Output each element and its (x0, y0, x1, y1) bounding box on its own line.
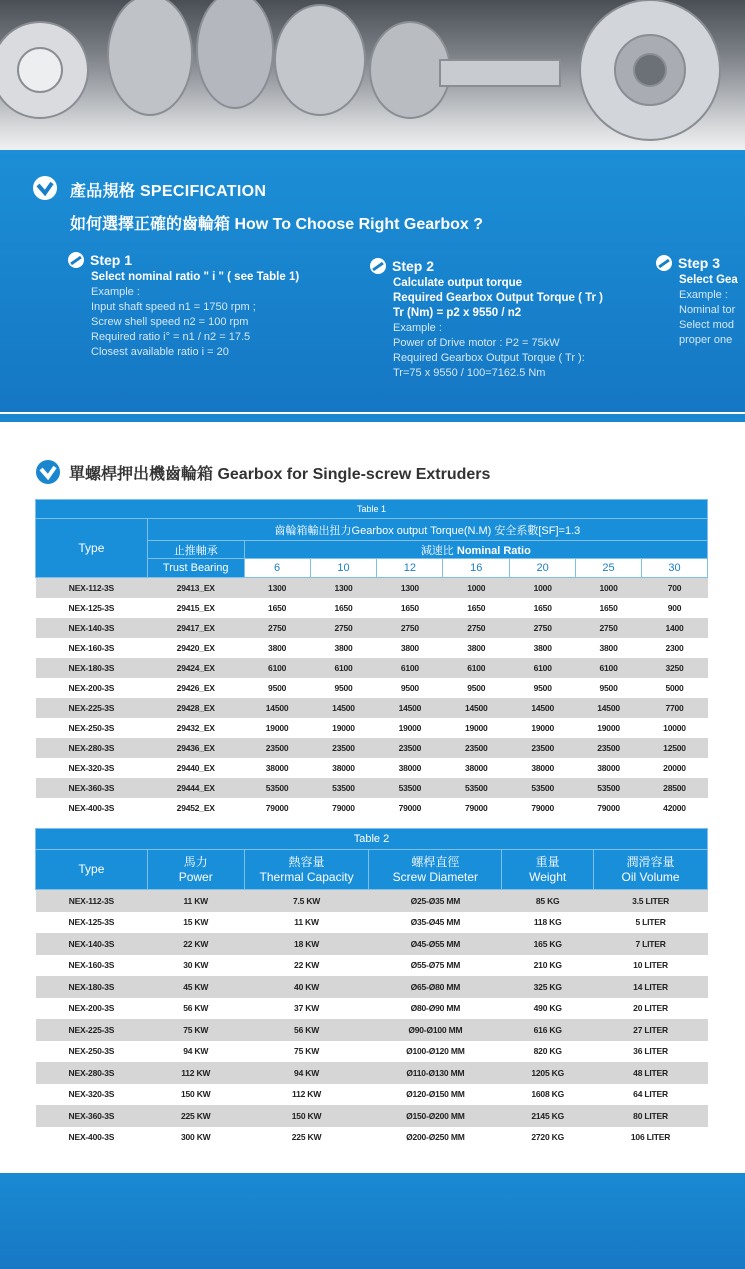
column-header-cn: 馬力 (183, 854, 208, 869)
step-2-head: Tr (Nm) = p2 x 9550 / n2 (393, 307, 522, 319)
step-1-line: Closest available ratio i = 20 (91, 346, 229, 358)
divider-stripe (0, 414, 745, 422)
table-cell: 6100 (443, 658, 510, 678)
table-cell: 79000 (510, 798, 576, 818)
table-cell: 7700 (642, 698, 708, 718)
table-cell: 7.5 KW (244, 890, 369, 912)
table-cell: 1608 KG (502, 1084, 594, 1106)
column-header-en: Power (178, 869, 213, 884)
table-cell: 1000 (443, 578, 510, 599)
table-cell: 1650 (510, 598, 576, 618)
table-cell: 38000 (443, 758, 510, 778)
table-cell: 1650 (310, 598, 377, 618)
table-cell: 40 KW (244, 976, 369, 998)
table-row (36, 1062, 708, 1084)
table-cell: 1650 (244, 598, 310, 618)
step-1-line: Required ratio i° = n1 / n2 = 17.5 (91, 331, 251, 343)
column-header (369, 850, 502, 890)
table-cell: NEX-200-3S (36, 678, 148, 698)
table-cell: 11 KW (244, 912, 369, 934)
table-cell: 23500 (377, 738, 443, 758)
step-3 (656, 255, 745, 348)
table-cell: NEX-180-3S (36, 658, 148, 678)
step-3-line: Select mod (679, 319, 735, 331)
table-cell: NEX-180-3S (36, 976, 148, 998)
table-cell: 79000 (576, 798, 642, 818)
table-cell: 23500 (510, 738, 576, 758)
step-2-title: Step 2 (392, 258, 435, 274)
table-row (36, 1041, 708, 1063)
table-cell: NEX-250-3S (36, 1041, 148, 1063)
table-cell: 14 LITER (594, 976, 708, 998)
table-row (36, 1105, 708, 1127)
table-cell: 14500 (377, 698, 443, 718)
table-cell: 75 KW (244, 1041, 369, 1063)
table-cell: 9500 (576, 678, 642, 698)
table-cell: Ø80-Ø90 MM (369, 998, 502, 1020)
table-cell: 29428_EX (147, 698, 244, 718)
table-cell: 29452_EX (147, 798, 244, 818)
table-cell: 42000 (642, 798, 708, 818)
table-cell: 1000 (576, 578, 642, 599)
table-cell: Ø25-Ø35 MM (369, 890, 502, 912)
table-cell: 1300 (377, 578, 443, 599)
table-cell: 85 KG (502, 890, 594, 912)
table-cell: NEX-140-3S (36, 933, 148, 955)
step-3-line: Example : (679, 289, 728, 301)
table-cell: 9500 (443, 678, 510, 698)
table-cell: NEX-125-3S (36, 598, 148, 618)
table-cell: 29436_EX (147, 738, 244, 758)
table-cell: 29415_EX (147, 598, 244, 618)
step-1-head: Select nominal ratio " i " ( see Table 1) (91, 271, 300, 283)
table-cell: 14500 (576, 698, 642, 718)
table-cell: 29417_EX (147, 618, 244, 638)
table-row (36, 738, 708, 758)
table-cell: 38000 (244, 758, 310, 778)
table-cell: 2300 (642, 638, 708, 658)
gearbox-torque-table (35, 499, 708, 818)
step-icon (656, 255, 672, 271)
table-cell: NEX-225-3S (36, 1019, 148, 1041)
column-header-en: Oil Volume (621, 869, 680, 884)
arrow-circle-icon (35, 459, 61, 485)
column-header-cn: 熱容量 (288, 854, 325, 869)
table-cell: Ø120-Ø150 MM (369, 1084, 502, 1106)
arrow-circle-icon (32, 175, 58, 201)
spec-subtitle: 如何選擇正確的齒輪箱 How To Choose Right Gearbox ? (70, 216, 484, 233)
table-cell: 210 KG (502, 955, 594, 977)
column-header-en: Screw Diameter (392, 869, 479, 884)
table-cell: 2750 (443, 618, 510, 638)
table-row (36, 658, 708, 678)
table-cell: 29420_EX (147, 638, 244, 658)
footer-band (0, 1173, 745, 1269)
bearing-header-en: Trust Bearing (147, 559, 244, 578)
table-cell: NEX-280-3S (36, 1062, 148, 1084)
table-cell: 1000 (510, 578, 576, 599)
step-2-line: Example : (393, 322, 442, 334)
table-cell: 20000 (642, 758, 708, 778)
table-cell: 18 KW (244, 933, 369, 955)
table-cell: 28500 (642, 778, 708, 798)
step-1-title: Step 1 (90, 252, 133, 268)
table-cell: 1300 (310, 578, 377, 599)
table-cell: 79000 (377, 798, 443, 818)
table-cell: Ø200-Ø250 MM (369, 1127, 502, 1149)
table-cell: NEX-140-3S (36, 618, 148, 638)
table-cell: NEX-280-3S (36, 738, 148, 758)
table-cell: 6100 (377, 658, 443, 678)
step-1 (68, 252, 299, 360)
table-cell: 94 KW (147, 1041, 244, 1063)
step-3-line: Nominal tor (679, 304, 736, 316)
step-2-head: Required Gearbox Output Torque ( Tr ) (393, 292, 603, 304)
table-cell: 900 (642, 598, 708, 618)
table-row (36, 578, 708, 599)
table-caption: Table 2 (36, 829, 708, 850)
step-3-line: proper one (679, 334, 733, 346)
table-cell: 300 KW (147, 1127, 244, 1149)
table-cell: 45 KW (147, 976, 244, 998)
table-cell: 79000 (310, 798, 377, 818)
column-header (244, 850, 369, 890)
column-header-cn: 重量 (535, 854, 560, 869)
table-cell: 20 LITER (594, 998, 708, 1020)
table-cell: 9500 (510, 678, 576, 698)
table-cell: 112 KW (244, 1084, 369, 1106)
table-cell: 700 (642, 578, 708, 599)
table-row (36, 678, 708, 698)
table-cell: NEX-250-3S (36, 718, 148, 738)
step-2-head: Calculate output torque (393, 277, 523, 289)
table-cell: 48 LITER (594, 1062, 708, 1084)
table-cell: 29424_EX (147, 658, 244, 678)
table-cell: 7 LITER (594, 933, 708, 955)
table-cell: 38000 (377, 758, 443, 778)
table-cell: 3.5 LITER (594, 890, 708, 912)
table-row (36, 1084, 708, 1106)
table-cell: 19000 (576, 718, 642, 738)
table-cell: 14500 (310, 698, 377, 718)
table-cell: Ø90-Ø100 MM (369, 1019, 502, 1041)
table-cell: 53500 (576, 778, 642, 798)
ratio-header-cell: 30 (642, 559, 708, 578)
table-cell: 9500 (310, 678, 377, 698)
table-cell: 64 LITER (594, 1084, 708, 1106)
table-cell: 94 KW (244, 1062, 369, 1084)
table-cell: 23500 (310, 738, 377, 758)
step-2-line: Power of Drive motor : P2 = 75kW (393, 337, 560, 349)
table-cell: 29426_EX (147, 678, 244, 698)
table-cell: 38000 (576, 758, 642, 778)
table-cell: NEX-225-3S (36, 698, 148, 718)
step-1-line: Example : (91, 286, 140, 298)
table-cell: 1650 (443, 598, 510, 618)
gear-banner-image (0, 0, 745, 150)
table-cell: 53500 (310, 778, 377, 798)
table-cell: 325 KG (502, 976, 594, 998)
column-header-cn: 潤滑容量 (626, 854, 675, 869)
table-cell: NEX-320-3S (36, 758, 148, 778)
table-cell: Ø100-Ø120 MM (369, 1041, 502, 1063)
table-row (36, 718, 708, 738)
table-caption: Table 1 (36, 500, 708, 519)
table-cell: 3800 (576, 638, 642, 658)
type-header: Type (36, 519, 148, 578)
table-cell: NEX-400-3S (36, 1127, 148, 1149)
torque-header: 齒輪箱輸出扭力Gearbox output Torque(N.M) 安全系數[SF]=1.3 (147, 519, 707, 541)
table-cell: 2750 (377, 618, 443, 638)
table-cell: 3800 (310, 638, 377, 658)
table-cell: NEX-400-3S (36, 798, 148, 818)
table-cell: 6100 (510, 658, 576, 678)
table-cell: 2750 (510, 618, 576, 638)
table-cell: 1650 (377, 598, 443, 618)
table-cell: 15 KW (147, 912, 244, 934)
table-cell: 53500 (244, 778, 310, 798)
table-cell: 3800 (377, 638, 443, 658)
column-header (147, 850, 244, 890)
table-cell: 820 KG (502, 1041, 594, 1063)
table-cell: 165 KG (502, 933, 594, 955)
table-cell: NEX-112-3S (36, 890, 148, 912)
table-cell: 75 KW (147, 1019, 244, 1041)
table-cell: 1205 KG (502, 1062, 594, 1084)
table-cell: 56 KW (147, 998, 244, 1020)
step-icon (68, 252, 84, 268)
table-row (36, 798, 708, 818)
ratio-header-cell: 6 (244, 559, 310, 578)
gearbox-spec-table (35, 828, 708, 1148)
table-cell: 2750 (244, 618, 310, 638)
ratio-header (244, 541, 707, 559)
table-row (36, 1127, 708, 1149)
table-row (36, 618, 708, 638)
table-cell: 38000 (510, 758, 576, 778)
table-row (36, 638, 708, 658)
table-cell: 9500 (377, 678, 443, 698)
table-cell: 36 LITER (594, 1041, 708, 1063)
table-cell: 29444_EX (147, 778, 244, 798)
table-cell: 1650 (576, 598, 642, 618)
ratio-header-cell: 20 (510, 559, 576, 578)
table-cell: 10 LITER (594, 955, 708, 977)
table-cell: Ø150-Ø200 MM (369, 1105, 502, 1127)
table-cell: 5000 (642, 678, 708, 698)
table-cell: 9500 (244, 678, 310, 698)
step-1-line: Screw shell speed n2 = 100 rpm (91, 316, 249, 328)
table-cell: 79000 (244, 798, 310, 818)
table-cell: 1400 (642, 618, 708, 638)
table-cell: 80 LITER (594, 1105, 708, 1127)
specification-panel (0, 150, 745, 412)
table-cell: 53500 (377, 778, 443, 798)
table-cell: NEX-200-3S (36, 998, 148, 1020)
table-cell: Ø45-Ø55 MM (369, 933, 502, 955)
table-cell: 19000 (244, 718, 310, 738)
table-cell: 12500 (642, 738, 708, 758)
table-row (36, 890, 708, 912)
table-cell: 6100 (576, 658, 642, 678)
table-cell: 6100 (310, 658, 377, 678)
table-cell: 23500 (443, 738, 510, 758)
table-cell: 118 KG (502, 912, 594, 934)
table-cell: 225 KW (244, 1127, 369, 1149)
table-cell: 23500 (244, 738, 310, 758)
table-cell: 3250 (642, 658, 708, 678)
section-heading (35, 459, 490, 485)
table-cell: 2720 KG (502, 1127, 594, 1149)
step-3-title: Step 3 (678, 255, 721, 271)
table-cell: 3800 (244, 638, 310, 658)
table-row (36, 778, 708, 798)
table-cell: 3800 (510, 638, 576, 658)
table-cell: NEX-160-3S (36, 955, 148, 977)
table-row (36, 758, 708, 778)
table-cell: 53500 (443, 778, 510, 798)
table-cell: 490 KG (502, 998, 594, 1020)
table-cell: 29413_EX (147, 578, 244, 599)
table-row (36, 1019, 708, 1041)
ratio-header-cell: 25 (576, 559, 642, 578)
table-cell: 19000 (310, 718, 377, 738)
ratio-header-cn: 減速比 (420, 544, 454, 557)
table-row (36, 598, 708, 618)
table-row (36, 955, 708, 977)
table-row (36, 912, 708, 934)
table-cell: 6100 (244, 658, 310, 678)
table-cell: Ø65-Ø80 MM (369, 976, 502, 998)
table-cell: 29440_EX (147, 758, 244, 778)
table-cell: 37 KW (244, 998, 369, 1020)
table-cell: 22 KW (147, 933, 244, 955)
table-cell: NEX-125-3S (36, 912, 148, 934)
table-cell: 150 KW (244, 1105, 369, 1127)
table-cell: 30 KW (147, 955, 244, 977)
table-cell: 2145 KG (502, 1105, 594, 1127)
table-cell: 1300 (244, 578, 310, 599)
table-cell: 2750 (576, 618, 642, 638)
ratio-header-cell: 16 (443, 559, 510, 578)
table-cell: 14500 (510, 698, 576, 718)
table-row (36, 933, 708, 955)
table-cell: 11 KW (147, 890, 244, 912)
step-3-head: Select Gea (679, 274, 738, 286)
table-cell: 225 KW (147, 1105, 244, 1127)
table-cell: 56 KW (244, 1019, 369, 1041)
table-cell: 14500 (443, 698, 510, 718)
table-cell: NEX-112-3S (36, 578, 148, 599)
step-icon (370, 258, 386, 274)
table-cell: Ø55-Ø75 MM (369, 955, 502, 977)
table-cell: 19000 (510, 718, 576, 738)
ratio-header-cell: 10 (310, 559, 377, 578)
table-row (36, 976, 708, 998)
table-cell: 27 LITER (594, 1019, 708, 1041)
column-header (36, 850, 148, 890)
table-cell: 3800 (443, 638, 510, 658)
step-1-line: Input shaft speed n1 = 1750 rpm ; (91, 301, 256, 313)
ratio-header-en: Nominal Ratio (456, 544, 531, 557)
table-cell: 23500 (576, 738, 642, 758)
section-title: 單螺桿押出機齒輪箱 Gearbox for Single-screw Extruders (69, 465, 491, 483)
table-cell: 19000 (377, 718, 443, 738)
table-cell: NEX-360-3S (36, 1105, 148, 1127)
spec-title: 產品規格 SPECIFICATION (70, 183, 267, 200)
table-row (36, 698, 708, 718)
table-cell: 38000 (310, 758, 377, 778)
step-2-line: Tr=75 x 9550 / 100=7162.5 Nm (393, 367, 546, 379)
table-cell: NEX-360-3S (36, 778, 148, 798)
column-header-cn: 螺桿直徑 (411, 854, 460, 869)
table-cell: 22 KW (244, 955, 369, 977)
table-cell: 112 KW (147, 1062, 244, 1084)
table-cell: Ø110-Ø130 MM (369, 1062, 502, 1084)
table-cell: Ø35-Ø45 MM (369, 912, 502, 934)
table-cell: 19000 (443, 718, 510, 738)
column-header (594, 850, 708, 890)
step-2 (370, 258, 603, 381)
table-cell: 10000 (642, 718, 708, 738)
column-header-en: Type (78, 862, 105, 876)
table-cell: NEX-320-3S (36, 1084, 148, 1106)
column-header (502, 850, 594, 890)
step-2-line: Required Gearbox Output Torque ( Tr ): (393, 352, 585, 364)
ratio-header-cell: 12 (377, 559, 443, 578)
table-cell: 14500 (244, 698, 310, 718)
table-cell: 79000 (443, 798, 510, 818)
table-cell: 150 KW (147, 1084, 244, 1106)
table-cell: 29432_EX (147, 718, 244, 738)
column-header-en: Weight (529, 869, 567, 884)
table-cell: 616 KG (502, 1019, 594, 1041)
table-cell: 53500 (510, 778, 576, 798)
bearing-header-cn: 止推軸承 (147, 541, 244, 559)
table-cell: NEX-160-3S (36, 638, 148, 658)
table-cell: 5 LITER (594, 912, 708, 934)
table-row (36, 998, 708, 1020)
column-header-en: Thermal Capacity (259, 869, 354, 884)
table-cell: 106 LITER (594, 1127, 708, 1149)
table-cell: 2750 (310, 618, 377, 638)
